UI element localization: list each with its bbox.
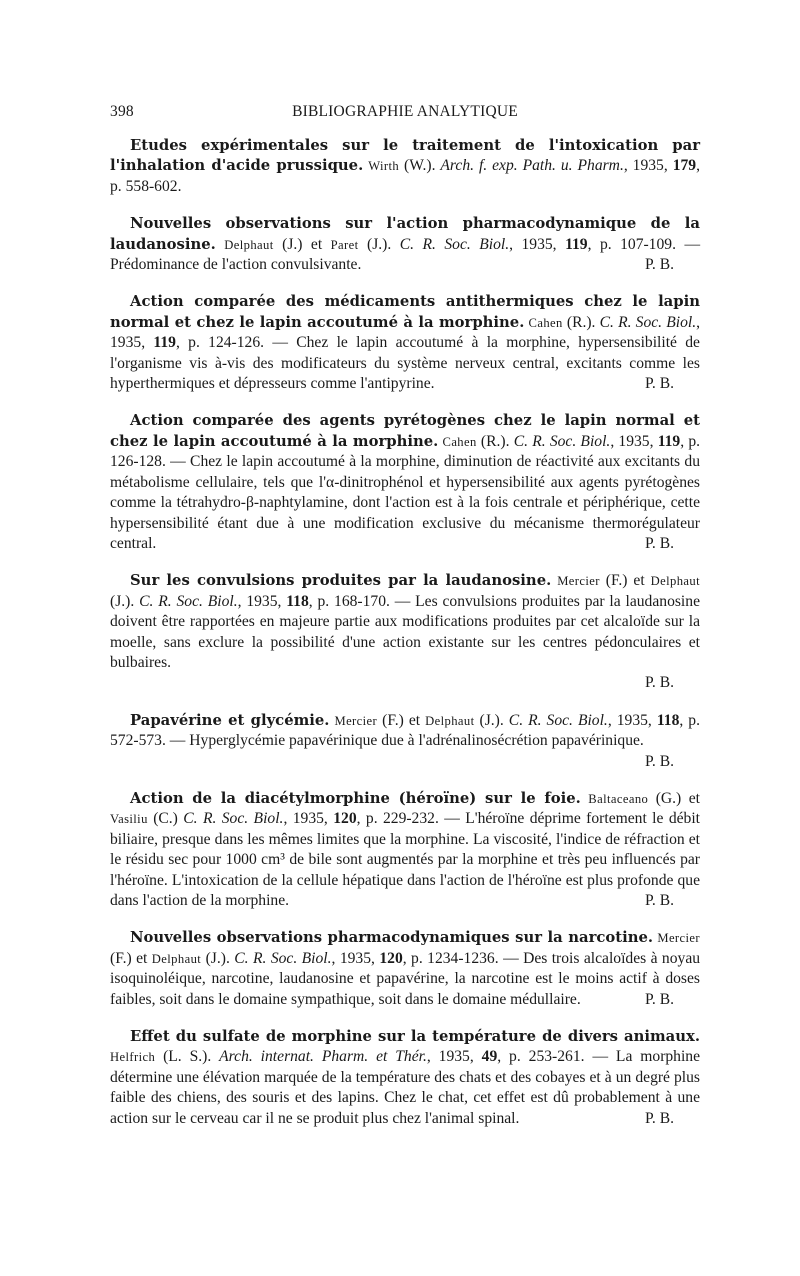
entry-year: , 1935, — [610, 432, 654, 450]
entry-reviewer-initials: P. B. — [644, 752, 674, 770]
entry-journal: C. R. Soc. Biol. — [599, 313, 697, 331]
entry-author: Baltaceano — [588, 791, 649, 806]
bibliography-entry — [110, 1027, 700, 1129]
entry-author-initials: (L. S.). — [163, 1048, 212, 1066]
entry-volume: 118 — [286, 592, 309, 610]
entry-journal: Arch. internat. Pharm. et Thér. — [219, 1048, 427, 1066]
entry-reviewer-initials: P. B. — [644, 990, 674, 1008]
entry-year: , 1935, — [331, 949, 375, 967]
bibliography-entry — [110, 136, 700, 197]
entry-year: , 1935, — [283, 810, 328, 828]
entry-reviewer-initials: P. B. — [644, 892, 674, 909]
entry-volume: 119 — [153, 334, 176, 352]
entry-reviewer-initials: P. B. — [644, 256, 674, 274]
entry-reviewer-initials: P. B. — [644, 534, 674, 552]
entry-title: Nouvelles observations sur l'action pharmacodynamique de la laudanosine. — [110, 215, 700, 253]
entry-abstract: — Des trois alcaloïdes à noyau isoquinoléique, narcotine, laudanosine et papavérine, la narcotine est le moins actif à doses faibles, soit dans le domaine sympathique, soit dans le domaine médullaire. — [110, 949, 701, 1008]
entry-author-initials: (F.) et — [605, 572, 645, 590]
entry-journal: Arch. f. exp. Path. u. Pharm. — [440, 157, 624, 175]
entry-year: , 1935, — [110, 313, 700, 352]
entry-journal: C. R. Soc. Biol. — [139, 592, 238, 610]
entry-year: , 1935, — [426, 1048, 474, 1066]
entry-author: Delphaut — [425, 713, 475, 728]
entry-author: Delphaut — [650, 574, 700, 589]
entry-pages: , p. 126-128. — [110, 432, 701, 471]
entry-author-initials: (F.) et — [382, 711, 421, 729]
entry-journal: C. R. Soc. Biol. — [513, 432, 611, 450]
entry-abstract: — La morphine détermine une élévation marquée de la température des chats et des cobayes et à un degré plus faible des chiens, des souris et des lapins. Chez le chat, cet effet est dû probablement à une action sur le cerveau car il ne se produit plus chez l'animal spinal. — [110, 1048, 701, 1127]
entry-author: Mercier — [557, 574, 600, 589]
entry-author-initials: (J.). — [205, 949, 230, 967]
entry-title: Action de la diacétylmorphine (héroïne) sur le foie. — [130, 789, 581, 807]
entry-pages: , p. 253-261. — [497, 1048, 585, 1066]
running-title: BIBLIOGRAPHIE ANALYTIQUE — [292, 103, 518, 120]
entry-author-initials: (C.) — [153, 810, 178, 828]
entry-author: Wirth — [368, 159, 400, 174]
entry-abstract: — Chez le lapin accoutumé à la morphine, diminution de réactivité aux excitants du métabolisme cellulaire, tels que l'α-dinitrophénol et hypersensibilité aux agents pyrétogènes comme la tétrahydro-β-naphtylamine, dont l'action est à la fois centrale et périphérique, cette hypersensibilité étant due à une modification exclusive du mécanisme thermorégulateur central. — [110, 453, 700, 552]
entry-author: Delphaut — [224, 237, 274, 252]
page-header — [110, 103, 700, 127]
entry-volume: 179 — [672, 157, 697, 175]
entry-year: , 1935, — [623, 157, 668, 175]
entry-author-initials: (F.) et — [110, 949, 148, 967]
entry-author-initials: (R.). — [566, 313, 596, 331]
entry-volume: 119 — [565, 235, 588, 253]
entry-reviewer-initials: P. B. — [644, 375, 674, 393]
entry-title: Etudes expérimentales sur le traitement de l'intoxication par l'inhalation d'acide prussique. — [110, 137, 700, 175]
entry-reviewer-initials: P. B. — [644, 1109, 674, 1127]
entry-abstract: — Les convulsions produites par la laudanosine doivent être rapportées en majeure partie aux modifications produites par cet alcaloïde sur la moelle, sans exclure la possibilité d'une action existante sur les centres pédonculaires et bulbaires. — [110, 592, 700, 671]
entry-author: Paret — [330, 237, 359, 252]
entry-volume: 120 — [333, 810, 357, 828]
bibliography-entry — [110, 214, 700, 275]
entry-year: , 1935, — [607, 711, 652, 729]
entry-author: Delphaut — [151, 951, 202, 966]
entry-author-initials: (J.) et — [282, 235, 323, 253]
entry-title: Nouvelles observations pharmacodynamiques sur la narcotine. — [130, 929, 654, 947]
entry-title: Sur les convulsions produites par la laudanosine. — [130, 572, 552, 590]
entry-pages: , p. 107-109. — [587, 235, 676, 253]
entry-volume: 118 — [656, 711, 680, 729]
entry-author-initials: (J.). — [110, 592, 135, 610]
entry-author-initials: (J.). — [479, 711, 504, 729]
entry-pages: , p. 558-602. — [110, 157, 700, 195]
page-number: 398 — [110, 103, 134, 120]
bibliography-entry — [110, 571, 700, 693]
entry-journal: C. R. Soc. Biol. — [234, 949, 332, 967]
entry-pages: , p. 229-232. — [356, 810, 439, 828]
entry-abstract: — L'héroïne déprime fortement le débit biliaire, presque dans les mêmes limites que la morphine. La viscosité, l'indice de réfraction et le résidu sec pour 1000 cm³ de bile sont augmentés par la morphine et très peu influencés par l'héroïne. L'intoxication de la cellule hépatique dans l'action de l'héroïne est plus profonde que dans l'action de la morphine. — [110, 810, 701, 909]
entry-pages: , p. 1234-1236. — [402, 949, 499, 967]
bibliography-list — [110, 136, 700, 1146]
entry-author: Cahen — [528, 315, 563, 330]
entry-volume: 120 — [379, 949, 403, 967]
entry-author: Mercier — [657, 931, 700, 946]
entry-title: Papavérine et glycémie. — [130, 711, 330, 729]
entry-author-initials: (R.). — [480, 432, 510, 450]
entry-pages: , p. 124-126. — [175, 334, 265, 352]
entry-journal: C. R. Soc. Biol. — [508, 711, 608, 729]
entry-author-initials: (G.) et — [655, 789, 700, 807]
entry-author: Vasiliu — [110, 812, 148, 827]
entry-pages: , p. 572-573. — [110, 711, 700, 750]
bibliography-entry — [110, 928, 700, 1010]
entry-author: Mercier — [334, 713, 378, 728]
bibliography-entry — [110, 411, 700, 554]
entry-journal: C. R. Soc. Biol. — [183, 810, 284, 828]
entry-volume: 119 — [657, 432, 681, 450]
entry-year: , 1935, — [509, 235, 557, 253]
entry-author-initials: (W.). — [404, 157, 436, 175]
entry-author: Helfrich — [110, 1050, 156, 1065]
entry-title: Action comparée des médicaments antithermiques chez le lapin normal et chez le lapin accoutumé à la morphine. — [110, 293, 700, 331]
bibliography-entry — [110, 789, 700, 911]
entry-pages: , p. 168-170. — [308, 592, 390, 610]
entry-journal: C. R. Soc. Biol. — [399, 235, 510, 253]
entry-title: Effet du sulfate de morphine sur la température de divers animaux. — [130, 1028, 700, 1046]
bibliography-entry — [110, 292, 700, 394]
entry-author-initials: (J.). — [367, 235, 392, 253]
entry-abstract: — Prédominance de l'action convulsivante. — [110, 235, 701, 274]
entry-author: Cahen — [442, 434, 477, 449]
entry-abstract: — Chez le lapin accoutumé à la morphine, hypersensibilité de l'organisme vis à-vis des modificateurs du système nerveux central, excitants comme les hyperthermiques et dépresseurs comme l'antipyrine. — [110, 334, 700, 393]
entry-title: Action comparée des agents pyrétogènes chez le lapin normal et chez le lapin accoutumé à la morphine. — [110, 412, 700, 450]
entry-year: , 1935, — [237, 592, 282, 610]
entry-reviewer-initials: P. B. — [644, 674, 674, 692]
entry-volume: 49 — [481, 1048, 498, 1066]
bibliography-entry — [110, 711, 700, 772]
entry-abstract: — Hyperglycémie papavérinique due à l'adrénalinosécrétion papavérinique. — [169, 732, 644, 750]
